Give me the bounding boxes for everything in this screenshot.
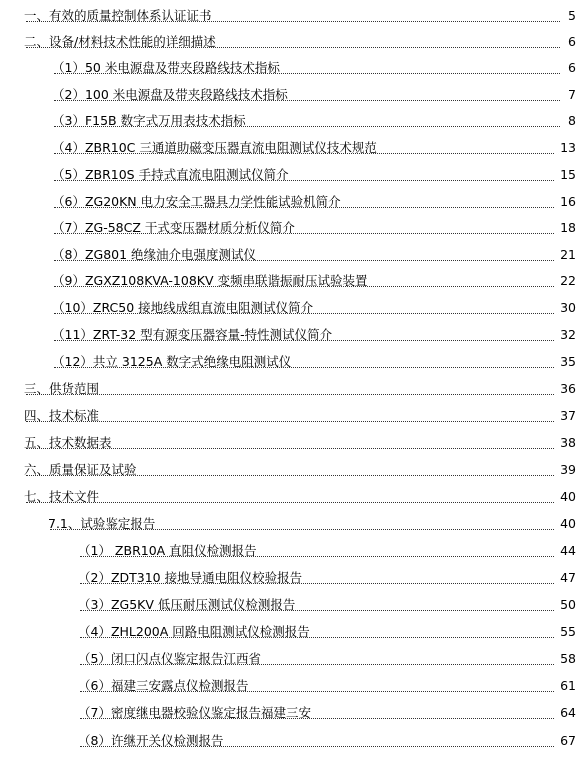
toc-entry[interactable] <box>0 649 576 669</box>
toc-entry[interactable] <box>0 85 576 105</box>
leader-dots <box>26 428 554 449</box>
toc-entry[interactable] <box>0 271 576 291</box>
toc-entry[interactable] <box>0 541 576 561</box>
toc-entry-page: 37 <box>558 406 576 426</box>
toc-entry-title: （7）密度继电器校验仪鉴定报告福建三安 <box>78 703 313 723</box>
toc-entry-title: 四、技术标准 <box>24 406 101 426</box>
leader-dots <box>80 698 554 719</box>
toc-entry-page: 39 <box>558 460 576 480</box>
toc-entry[interactable] <box>0 676 576 696</box>
toc-entry-page: 13 <box>558 138 576 158</box>
toc-entry-page: 5 <box>566 6 576 26</box>
toc-entry[interactable] <box>0 460 576 480</box>
toc-entry-page: 21 <box>558 245 576 265</box>
leader-dots <box>80 536 554 557</box>
leader-dots <box>54 347 554 368</box>
toc-entry-title: （2）100 米电源盘及带夹段路线技术指标 <box>52 85 290 105</box>
toc-entry-page: 67 <box>558 731 576 751</box>
toc-entry[interactable] <box>0 111 576 131</box>
toc-entry[interactable] <box>0 165 576 185</box>
toc-entry-page: 30 <box>558 298 576 318</box>
toc-entry[interactable] <box>0 622 576 642</box>
toc-entry-title: 六、质量保证及试验 <box>24 460 139 480</box>
toc-entry[interactable] <box>0 514 576 534</box>
toc-entry[interactable] <box>0 433 576 453</box>
toc-entry-title: 五、技术数据表 <box>24 433 114 453</box>
toc-entry-title: （5）ZBR10S 手持式直流电阻测试仪简介 <box>52 165 291 185</box>
leader-dots <box>54 80 560 101</box>
toc-entry[interactable] <box>0 325 576 345</box>
toc-entry-title: （2）ZDT310 接地导通电阻仪校验报告 <box>78 568 304 588</box>
toc-entry-page: 32 <box>558 325 576 345</box>
toc-entry-page: 16 <box>558 192 576 212</box>
toc-entry-page: 40 <box>558 487 576 507</box>
toc-entry[interactable] <box>0 298 576 318</box>
toc-entry[interactable] <box>0 58 576 78</box>
leader-dots <box>54 320 554 341</box>
toc-entry-page: 35 <box>558 352 576 372</box>
toc-entry-title: （4）ZHL200A 回路电阻测试仪检测报告 <box>78 622 312 642</box>
leader-dots <box>26 1 560 22</box>
toc-entry-title: （1）50 米电源盘及带夹段路线技术指标 <box>52 58 282 78</box>
toc-entry-page: 40 <box>558 514 576 534</box>
leader-dots <box>26 401 554 422</box>
leader-dots <box>54 187 554 208</box>
leader-dots <box>26 27 560 48</box>
toc-entry-title: 一、有效的质量控制体系认证证书 <box>24 6 214 26</box>
leader-dots <box>50 509 554 530</box>
toc-entry-page: 15 <box>558 165 576 185</box>
leader-dots <box>80 671 554 692</box>
toc-entry[interactable] <box>0 703 576 723</box>
toc-entry[interactable] <box>0 487 576 507</box>
toc-entry[interactable] <box>0 379 576 399</box>
toc-entry-page: 36 <box>558 379 576 399</box>
toc-entry-title: 二、设备/材料技术性能的详细描述 <box>24 32 218 52</box>
toc-entry-title: （8）ZG801 绝缘油介电强度测试仪 <box>52 245 258 265</box>
toc-entry-title: （6）福建三安露点仪检测报告 <box>78 676 250 696</box>
leader-dots <box>80 726 554 747</box>
toc-entry-page: 8 <box>566 111 576 131</box>
toc-entry-title: （12）共立 3125A 数字式绝缘电阻测试仪 <box>52 352 293 372</box>
toc-entry[interactable] <box>0 6 576 26</box>
toc-entry[interactable] <box>0 406 576 426</box>
toc-entry-title: （8）许继开关仪检测报告 <box>78 731 225 751</box>
leader-dots <box>54 266 554 287</box>
toc-entry-title: （10）ZRC50 接地线成组直流电阻测试仪简介 <box>52 298 315 318</box>
leader-dots <box>54 293 554 314</box>
leader-dots <box>54 240 554 261</box>
leader-dots <box>54 53 560 74</box>
toc-entry[interactable] <box>0 138 576 158</box>
toc-entry-title: （9）ZGXZ108KVA-108KV 变频串联谐振耐压试验装置 <box>52 271 370 291</box>
toc-entry[interactable] <box>0 245 576 265</box>
leader-dots <box>54 133 554 154</box>
toc-entry-page: 47 <box>558 568 576 588</box>
leader-dots <box>26 482 554 503</box>
toc-entry-page: 64 <box>558 703 576 723</box>
leader-dots <box>80 617 554 638</box>
toc-entry[interactable] <box>0 595 576 615</box>
toc-entry-title: （11）ZRT-32 型有源变压器容量-特性测试仪简介 <box>52 325 334 345</box>
leader-dots <box>80 563 554 584</box>
toc-entry-page: 55 <box>558 622 576 642</box>
toc-entry-title: 7.1、试验鉴定报告 <box>48 514 157 534</box>
toc-entry-title: 七、技术文件 <box>24 487 101 507</box>
toc-entry-page: 6 <box>566 58 576 78</box>
toc-entry-title: （3）ZG5KV 低压耐压测试仪检测报告 <box>78 595 297 615</box>
toc-entry-page: 7 <box>566 85 576 105</box>
leader-dots <box>54 213 554 234</box>
toc-entry-page: 38 <box>558 433 576 453</box>
toc-entry[interactable] <box>0 568 576 588</box>
toc-entry[interactable] <box>0 352 576 372</box>
leader-dots <box>54 106 560 127</box>
leader-dots <box>54 160 554 181</box>
toc-entry-title: 三、供货范围 <box>24 379 101 399</box>
toc-entry-page: 58 <box>558 649 576 669</box>
toc-entry-page: 18 <box>558 218 576 238</box>
leader-dots <box>80 590 554 611</box>
leader-dots <box>80 644 554 665</box>
toc-entry[interactable] <box>0 731 576 751</box>
toc-entry-title: （7）ZG-58CZ 干式变压器材质分析仪简介 <box>52 218 297 238</box>
leader-dots <box>26 455 554 476</box>
toc-entry-title: （5）闭口闪点仪鉴定报告江西省 <box>78 649 263 669</box>
toc-entry-title: （3）F15B 数字式万用表技术指标 <box>52 111 248 131</box>
leader-dots <box>26 374 554 395</box>
toc-entry-page: 22 <box>558 271 576 291</box>
toc-entry[interactable] <box>0 218 576 238</box>
toc-entry-page: 61 <box>558 676 576 696</box>
toc-entry-page: 50 <box>558 595 576 615</box>
toc-entry-page: 44 <box>558 541 576 561</box>
toc-entry[interactable] <box>0 192 576 212</box>
toc-entry-title: （1） ZBR10A 直阻仪检测报告 <box>78 541 259 561</box>
toc-entry-title: （6）ZG20KN 电力安全工器具力学性能试验机简介 <box>52 192 343 212</box>
toc-entry-title: （4）ZBR10C 三通道助磁变压器直流电阻测试仪技术规范 <box>52 138 379 158</box>
toc-entry[interactable] <box>0 32 576 52</box>
toc-entry-page: 6 <box>566 32 576 52</box>
